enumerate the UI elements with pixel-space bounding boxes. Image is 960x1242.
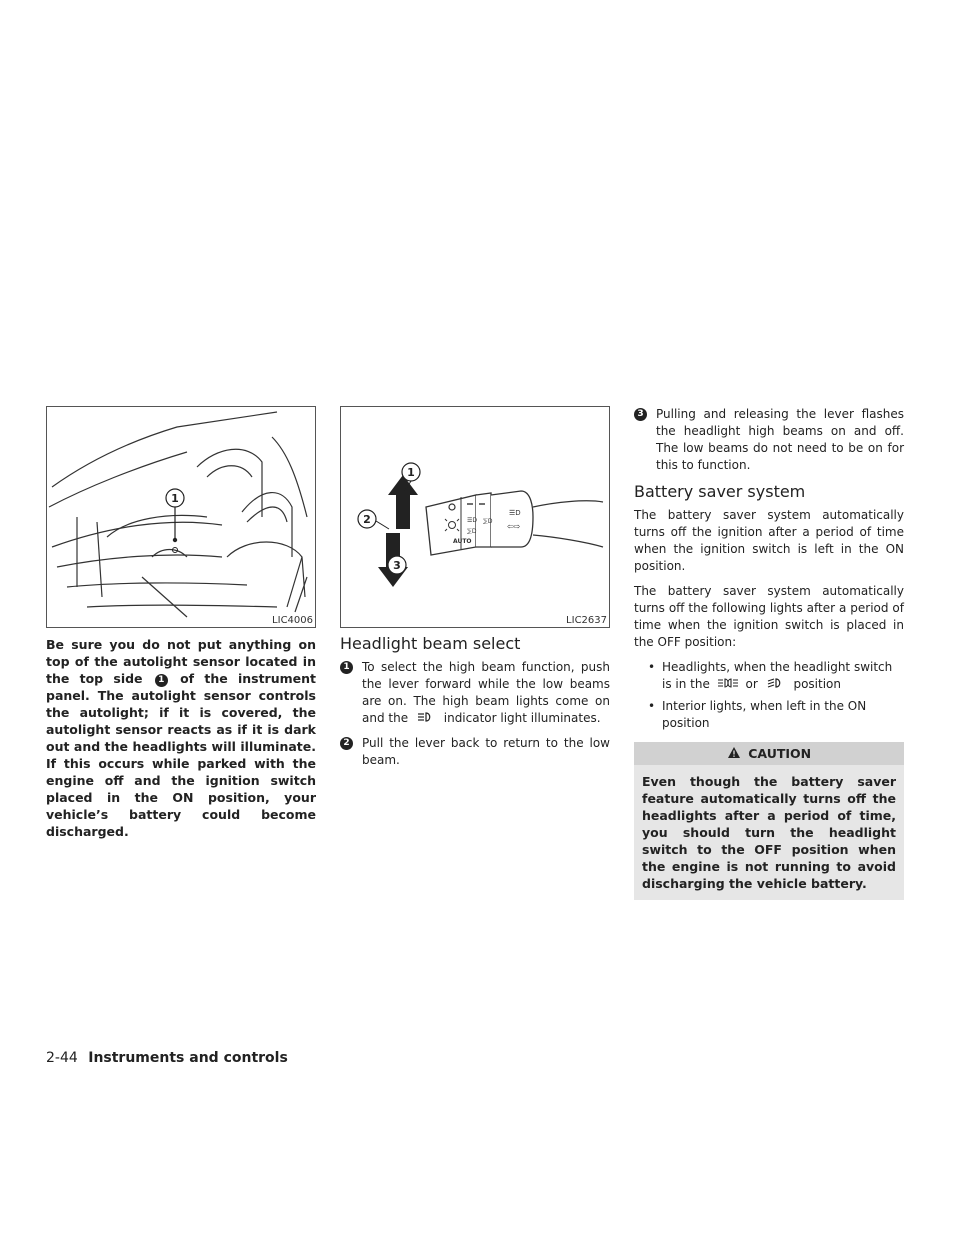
battery-saver-para-2: The battery saver system automatically turns off the following lights after a period of time when the ignition switch is placed in the OFF position: xyxy=(634,584,904,649)
step-1 xyxy=(340,659,610,727)
bullet-headlights-text-b: position xyxy=(793,677,841,691)
callout-marker-1: 1 xyxy=(155,674,168,687)
headlight-lever-figure xyxy=(340,406,610,628)
autolight-warning-text-b: of the instrument panel. The autolight sensor controls the autolight; if it is covered, the autolight sensor reacts as if it is dark out and the headlights will illuminate. If this occurs while parked with the engine off and the ignition switch placed in the ON position, your vehicle’s battery could become discharged. xyxy=(46,671,316,839)
bullet-headlights xyxy=(634,659,904,693)
step-1-number: 1 xyxy=(340,661,353,674)
step-1-text-b: indicator light illuminates. xyxy=(443,711,601,725)
bullet-headlights-or: or xyxy=(745,677,758,691)
svg-text:☰D: ☰D xyxy=(467,517,477,524)
svg-text:⇦⇨: ⇦⇨ xyxy=(507,522,521,531)
middle-column xyxy=(340,406,610,777)
autolight-warning-text-a: Be sure you do not put anything on top of the autolight sensor located in the top side xyxy=(46,637,316,686)
svg-text:⅀D: ⅀D xyxy=(483,518,493,525)
warning-icon xyxy=(727,746,741,759)
battery-saver-heading: Battery saver system xyxy=(634,482,806,501)
callout-2-label: 2 xyxy=(363,513,371,526)
autolight-warning-paragraph xyxy=(46,636,316,840)
callout-3-label: 3 xyxy=(393,559,401,572)
caution-title: CAUTION xyxy=(748,746,812,761)
step-2-number: 2 xyxy=(340,737,353,750)
step-1-text-a: To select the high beam function, push the lever forward while the low beams are on. The high beam lights come on and the xyxy=(362,660,610,725)
bullet-interior-lights: • Interior lights, when left in the ON position xyxy=(634,698,904,732)
step-3 xyxy=(634,406,904,474)
callout-1-label: 1 xyxy=(171,492,179,505)
headlight-position-icon xyxy=(717,677,739,689)
caution-header xyxy=(634,742,904,765)
chapter-title: Instruments and controls xyxy=(88,1050,288,1066)
right-column xyxy=(634,406,904,900)
step-3-number: 3 xyxy=(634,408,647,421)
svg-text:☰D: ☰D xyxy=(509,509,521,517)
figure-code: LIC2637 xyxy=(566,615,607,626)
step-3-text: Pulling and releasing the lever flashes the headlight high beams on and off. The low beams do not need to be on for this to function. xyxy=(656,407,904,472)
bullet-headlights-text-a: Headlights, when the headlight switch is in the xyxy=(662,660,893,691)
caution-text: Even though the battery saver feature automatically turns off the headlights after a period of time, you should turn the headlight switch to the OFF position when the engine is not running to avoid discharging the vehicle battery. xyxy=(642,774,896,891)
figure-code: LIC4006 xyxy=(272,615,313,626)
dashboard-illustration xyxy=(47,407,315,627)
page-number: 2-44 xyxy=(46,1050,78,1066)
battery-saver-para-1: The battery saver system automatically turns off the ignition after a period of time when the ignition switch is left in the ON position. xyxy=(634,508,904,573)
caution-box xyxy=(634,742,904,900)
high-beam-indicator-icon xyxy=(415,711,437,723)
left-column xyxy=(46,406,316,840)
auto-position-label: AUTO xyxy=(453,538,472,545)
step-2-text: Pull the lever back to return to the low beam. xyxy=(362,736,610,767)
step-2 xyxy=(340,735,610,769)
lever-illustration xyxy=(341,407,609,627)
autolight-sensor-figure xyxy=(46,406,316,628)
low-beam-position-icon xyxy=(765,677,787,689)
svg-text:⅀D: ⅀D xyxy=(467,528,477,535)
page-footer xyxy=(46,1050,288,1066)
callout-1-label: 1 xyxy=(407,466,415,479)
headlight-beam-heading: Headlight beam select xyxy=(340,634,521,653)
